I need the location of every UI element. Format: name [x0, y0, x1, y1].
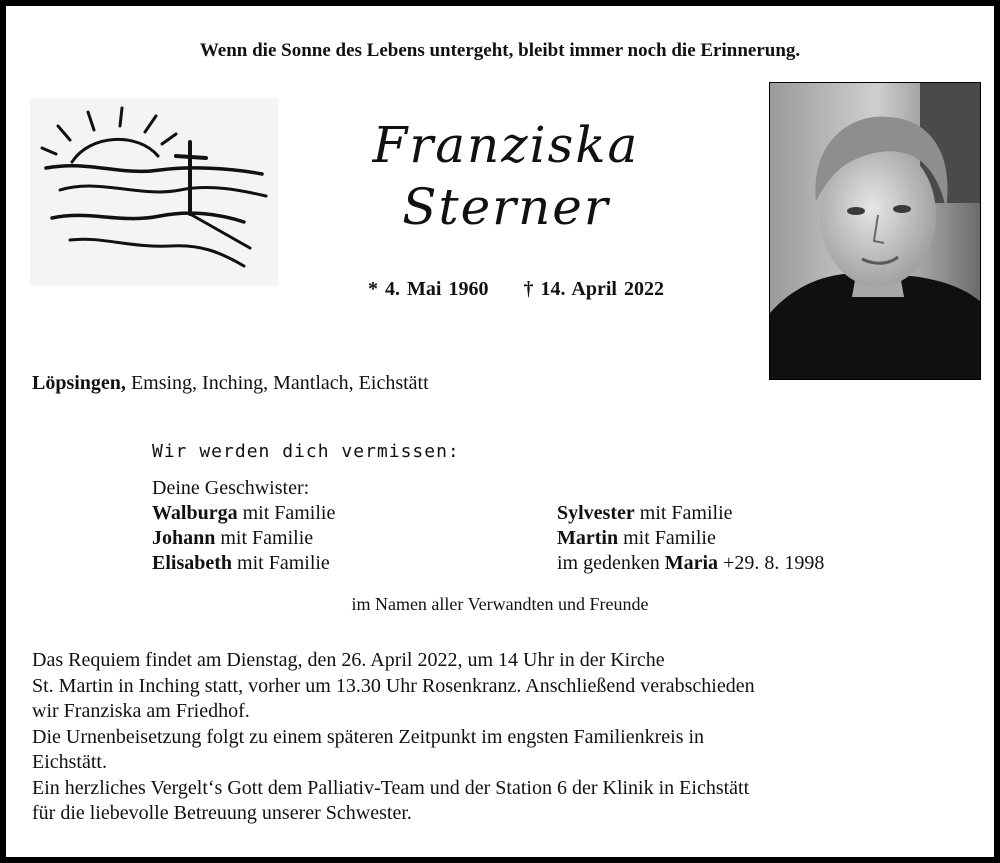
sibling-rest: mit Familie [618, 527, 716, 549]
family-member [152, 526, 335, 551]
sibling-prefix: im gedenken [557, 552, 665, 574]
body-line: für die liebevolle Betreuung unserer Schwester. [32, 802, 412, 824]
sibling-rest: mit Familie [237, 502, 336, 524]
family-right-column [557, 501, 824, 576]
body-line: Das Requiem findet am Dienstag, den 26. April 2022, um 14 Uhr in der Kirche [32, 649, 665, 671]
body-line: Die Urnenbeisetzung folgt zu einem späteren Zeitpunkt im engsten Familienkreis in [32, 725, 705, 748]
body-line: wir Franziska am Friedhof. [32, 700, 250, 722]
body-line: St. Martin in Inching statt, vorher um 13.30 Uhr Rosenkranz. Anschließend verabschieden [32, 674, 755, 697]
motto-line: Wenn die Sonne des Lebens untergeht, bleibt immer noch die Erinnerung. [199, 40, 801, 61]
sunset-cross-icon [30, 98, 278, 286]
sibling-name: Johann [152, 527, 216, 549]
sibling-name: Sylvester [557, 502, 635, 524]
family-left-column [152, 476, 335, 576]
sibling-name: Elisabeth [152, 552, 233, 574]
death-date: † 14. April 2022 [523, 278, 664, 300]
family-member [557, 501, 824, 526]
relatives-line: im Namen aller Verwandten und Freunde [351, 594, 649, 614]
body-line: Eichstätt. [32, 751, 107, 773]
place-others: Emsing, Inching, Mantlach, Eichstätt [125, 372, 429, 394]
portrait-graphic [770, 83, 981, 380]
service-information [32, 648, 982, 827]
body-line: Ein herzliches Vergelt‘s Gott dem Palliativ-Team und der Station 6 der Klinik in Eichstätt [32, 776, 750, 799]
portrait-photo [769, 82, 981, 380]
family-member [152, 501, 335, 526]
family-member [557, 551, 824, 576]
family-member [152, 551, 335, 576]
sibling-name: Martin [557, 527, 619, 549]
sibling-name: Walburga [152, 502, 238, 524]
sibling-rest: mit Familie [215, 527, 314, 549]
sibling-rest: +29. 8. 1998 [718, 552, 825, 574]
places-line [32, 372, 429, 395]
siblings-label: Deine Geschwister: [152, 477, 310, 499]
sibling-rest: mit Familie [232, 552, 330, 574]
deceased-first-name: Franziska [372, 116, 640, 174]
place-main: Löpsingen, [32, 372, 126, 394]
life-dates [306, 278, 726, 301]
miss-heading: Wir werden dich vermissen: [152, 441, 460, 462]
birth-date: * 4. Mai 1960 [368, 278, 489, 300]
family-member [557, 526, 824, 551]
sunset-cross-graphic [30, 98, 278, 286]
deceased-last-name: Sterner [402, 178, 610, 236]
sibling-rest: mit Familie [634, 502, 733, 524]
sibling-name: Maria [664, 552, 719, 574]
